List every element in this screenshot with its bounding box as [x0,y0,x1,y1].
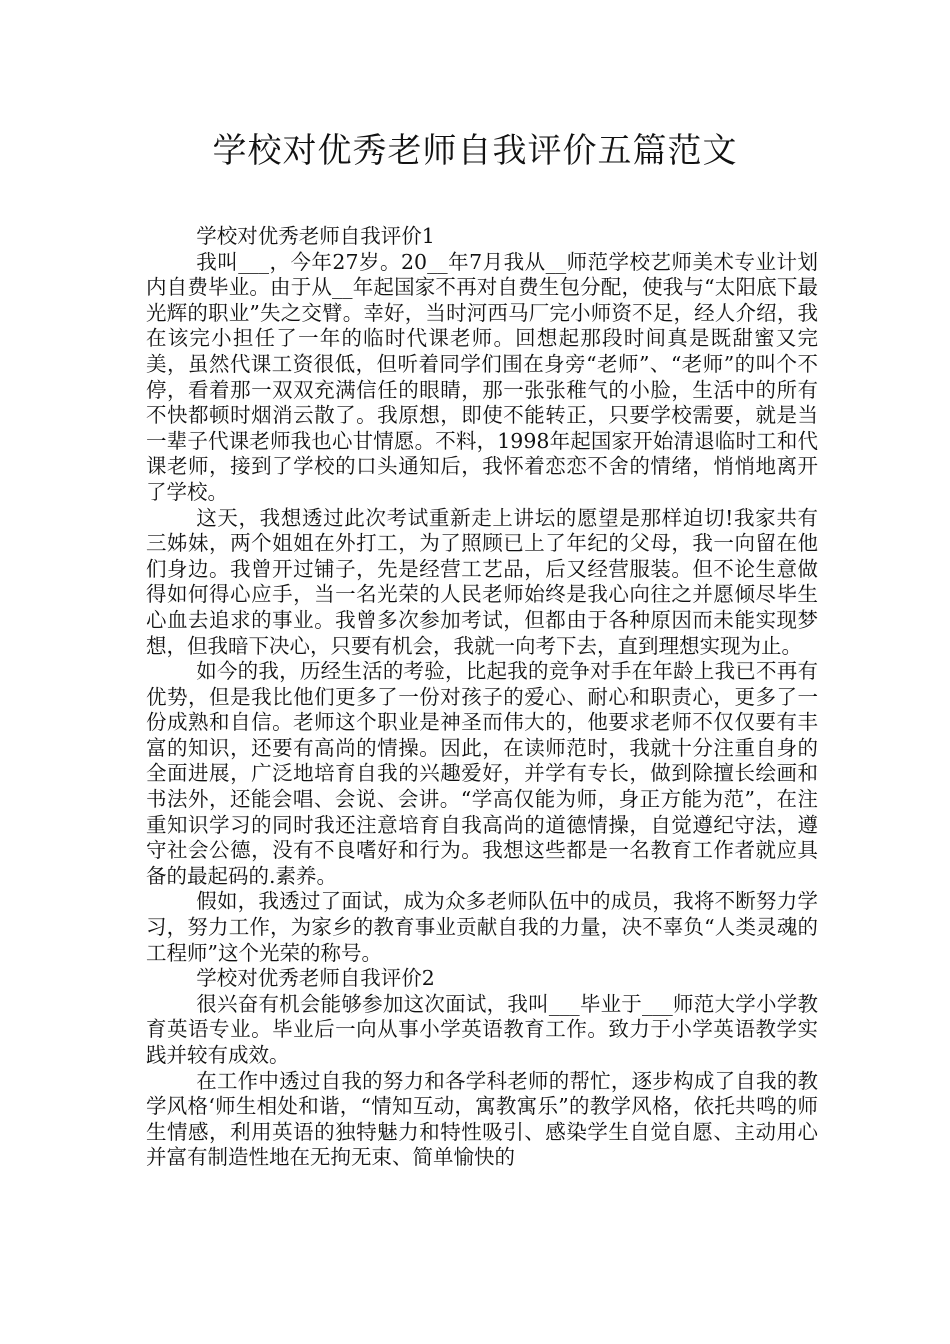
section-heading-2: 学校对优秀老师自我评价2 [196,966,435,991]
paragraph: 这天，我想透过此次考试重新走上讲坛的愿望是那样迫切!我家共有三姊妹，两个姐姐在外打工，为了照顾已上了年纪的父母，我一向留在他们身边。我曾开过铺子，先是经营工艺品，后又经营服装。但不论生意做得如何得心应手，当一名光荣的人民老师始终是我心向往之并愿倾尽毕生心血去追求的事业。我曾多次参加考试，但都由于各种原因而未能实现梦想，但我暗下决心，只要有机会，我就一向考下去，直到理想实现为止。 [146,505,818,658]
paragraph: 如今的我，历经生活的考验，比起我的竞争对手在年龄上我已不再有优势，但是我比他们更多了一份对孩子的爱心、耐心和职责心，更多了一份成熟和自信。老师这个职业是神圣而伟大的，他要求老师不仅仅要有丰富的知识，还要有高尚的情操。因此，在读师范时，我就十分注重自身的全面进展，广泛地培育自我的兴趣爱好，并学有专长，做到除擅长绘画和书法外，还能会唱、会说、会讲。“学高仅能为师，身正方能为范”，在注重知识学习的同时我还注意培育自我高尚的道德情操，自觉遵纪守法，遵守社会公德，没有不良嗜好和行为。我想这些都是一名教育工作者就应具备的最起码的.素养。 [146,659,818,888]
section-heading-1: 学校对优秀老师自我评价1 [196,224,435,248]
document-body [146,224,818,1171]
document-title: 学校对优秀老师自我评价五篇范文 [212,131,738,171]
paragraph: 我叫___，今年27岁。20__年7月我从__师范学校艺师美术专业计划内自费毕业。由于从__年起国家不再对自费生包分配，使我与“太阳底下最光辉的职业”失之交臂。幸好，当时河西马厂完小师资不足，经人介绍，我在该完小担任了一年的临时代课老师。回想起那段时间真是既甜蜜又完美，虽然代课工资很低，但听着同学们围在身旁“老师”、“老师”的叫个不停，看着那一双双充满信任的眼睛，那一张张稚气的小脸，生活中的所有不快都顿时烟消云散了。我原想，即使不能转正，只要学校需要，就是当一辈子代课老师我也心甘情愿。不料，1998年起国家开始清退临时工和代课老师，接到了学校的口头通知后，我怀着恋恋不舍的情绪，悄悄地离开了学校。 [146,249,818,504]
paragraph: 很兴奋有机会能够参加这次面试，我叫___毕业于___师范大学小学教育英语专业。毕业后一向从事小学英语教育工作。致力于小学英语教学实践并较有成效。 [146,991,818,1067]
paragraph: 假如，我透过了面试，成为众多老师队伍中的成员，我将不断努力学习，努力工作，为家乡的教育事业贡献自我的力量，决不辜负“人类灵魂的工程师”这个光荣的称号。 [146,889,818,965]
paragraph: 在工作中透过自我的努力和各学科老师的帮忙，逐步构成了自我的教学风格‘师生相处和谐，“情知互动，寓教寓乐”的教学风格，依托共鸣的师生情感，利用英语的独特魅力和特性吸引、感染学生自觉自愿、主动用心并富有制造性地在无拘无束、简单愉快的 [146,1068,818,1170]
